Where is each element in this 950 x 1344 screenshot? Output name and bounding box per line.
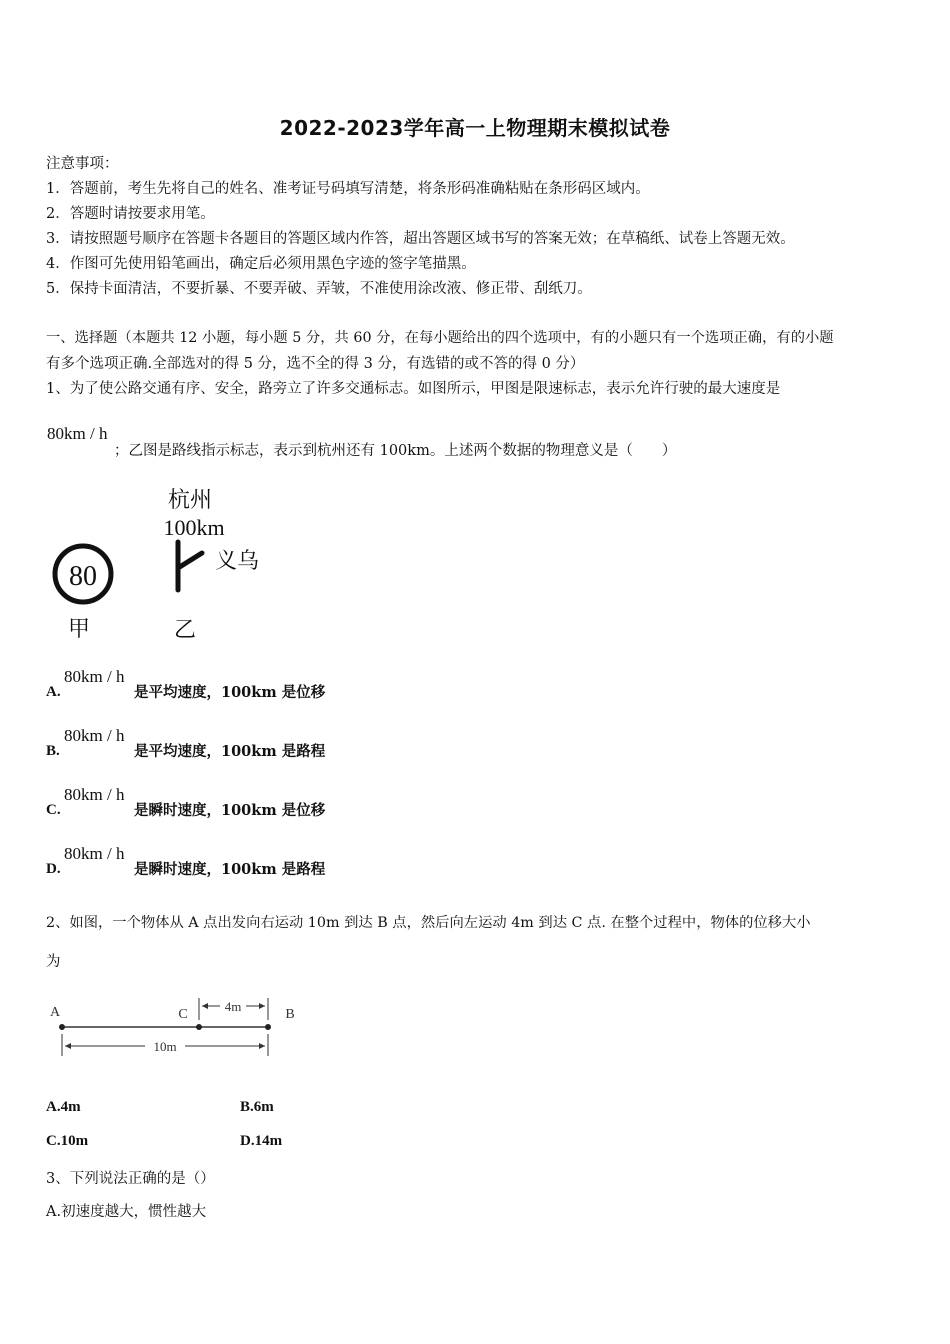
section-header: 有多个选项正确.全部选对的得 5 分，选不全的得 3 分，有选错的或不答的得 0 分） (46, 356, 585, 372)
speed-limit-number: 80 (69, 561, 97, 592)
speed-value: 80km / h (47, 424, 108, 443)
option-unit: 80km / h (64, 726, 125, 745)
option-label: B. (46, 743, 60, 759)
city-yiwu: 义乌 (214, 548, 260, 573)
page-title: 2022-2023学年高一上物理期末模拟试卷 (279, 116, 671, 140)
option-d[interactable]: D.14m (240, 1133, 283, 1149)
option-d[interactable] (46, 858, 61, 878)
point-c (196, 1024, 202, 1030)
option-label: D. (46, 861, 61, 877)
displacement-diagram (40, 990, 310, 1065)
option-b[interactable]: B.6m (240, 1099, 274, 1115)
question-2-stem-cont: 为 (46, 954, 61, 970)
notice-item: 1．答题前，考生先将自己的姓名、准考证号码填写清楚，将条形码准确粘贴在条形码区域内。 (46, 181, 650, 197)
distance-label: 100km (163, 515, 225, 540)
option-c[interactable]: C.10m (46, 1133, 89, 1149)
option-a[interactable]: A.初速度越大，惯性越大 (46, 1204, 207, 1220)
notice-item: 3．请按照题号顺序在答题卡各题目的答题区域内作答，超出答题区域书写的答案无效；在草稿纸、试卷上答题无效。 (46, 231, 795, 247)
cb-length: 4m (224, 999, 242, 1014)
arrow-left-icon (202, 1003, 208, 1009)
traffic-signs-figure (40, 480, 300, 650)
option-text: 是瞬时速度，100km 是位移 (134, 802, 326, 819)
ab-length: 10m (153, 1039, 177, 1054)
option-unit: 80km / h (64, 844, 125, 863)
option-text: 是平均速度，100km 是位移 (134, 684, 326, 701)
arrow-right-icon (259, 1003, 265, 1009)
point-b (265, 1024, 271, 1030)
route-sign-arrow (178, 542, 202, 590)
option-unit: 80km / h (64, 667, 125, 686)
label-yi: 乙 (173, 617, 197, 642)
option-text: 是平均速度，100km 是路程 (134, 743, 326, 760)
option-a[interactable]: A.4m (46, 1099, 81, 1115)
question-1-stem: 1、为了使公路交通有序、安全，路旁立了许多交通标志。如图所示，甲图是限速标志，表示允许行驶的最大速度是 (46, 381, 781, 397)
point-c-label: C (178, 1007, 188, 1022)
option-unit: 80km / h (64, 785, 125, 804)
arrow-left-icon (65, 1043, 71, 1049)
question-1-stem-cont: ；乙图是路线指示标志，表示到杭州还有 100km。上述两个数据的物理意义是（ ） (114, 443, 677, 459)
point-a (59, 1024, 65, 1030)
option-label: A. (46, 684, 61, 700)
option-a[interactable] (46, 681, 61, 701)
question-3-stem: 3、下列说法正确的是（） (46, 1171, 215, 1187)
notice-item: 4．作图可先使用铅笔画出，确定后必须用黑色字迹的签字笔描黑。 (46, 256, 476, 272)
notice-item: 2．答题时请按要求用笔。 (46, 206, 215, 222)
notice-item: 5．保持卡面清洁，不要折暴、不要弄破、弄皱，不准使用涂改液、修正带、刮纸刀。 (46, 281, 592, 297)
city-hangzhou: 杭州 (167, 487, 213, 512)
label-jia: 甲 (67, 616, 91, 641)
option-text: 是瞬时速度，100km 是路程 (134, 861, 326, 878)
section-header: 一、选择题（本题共 12 小题，每小题 5 分，共 60 分，在每小题给出的四个选项中，有的小题只有一个选项正确，有的小题 (46, 330, 834, 346)
question-2-stem: 2、如图，一个物体从 A 点出发向右运动 10m 到达 B 点，然后向左运动 4m 到达 C 点. 在整个过程中，物体的位移大小 (46, 915, 811, 931)
notice-heading: 注意事项： (46, 156, 119, 172)
option-c[interactable] (46, 799, 61, 819)
point-b-label: B (285, 1007, 295, 1022)
arrow-right-icon (259, 1043, 265, 1049)
option-b[interactable] (46, 740, 60, 760)
point-a-label: A (49, 1005, 61, 1020)
option-label: C. (46, 802, 61, 818)
